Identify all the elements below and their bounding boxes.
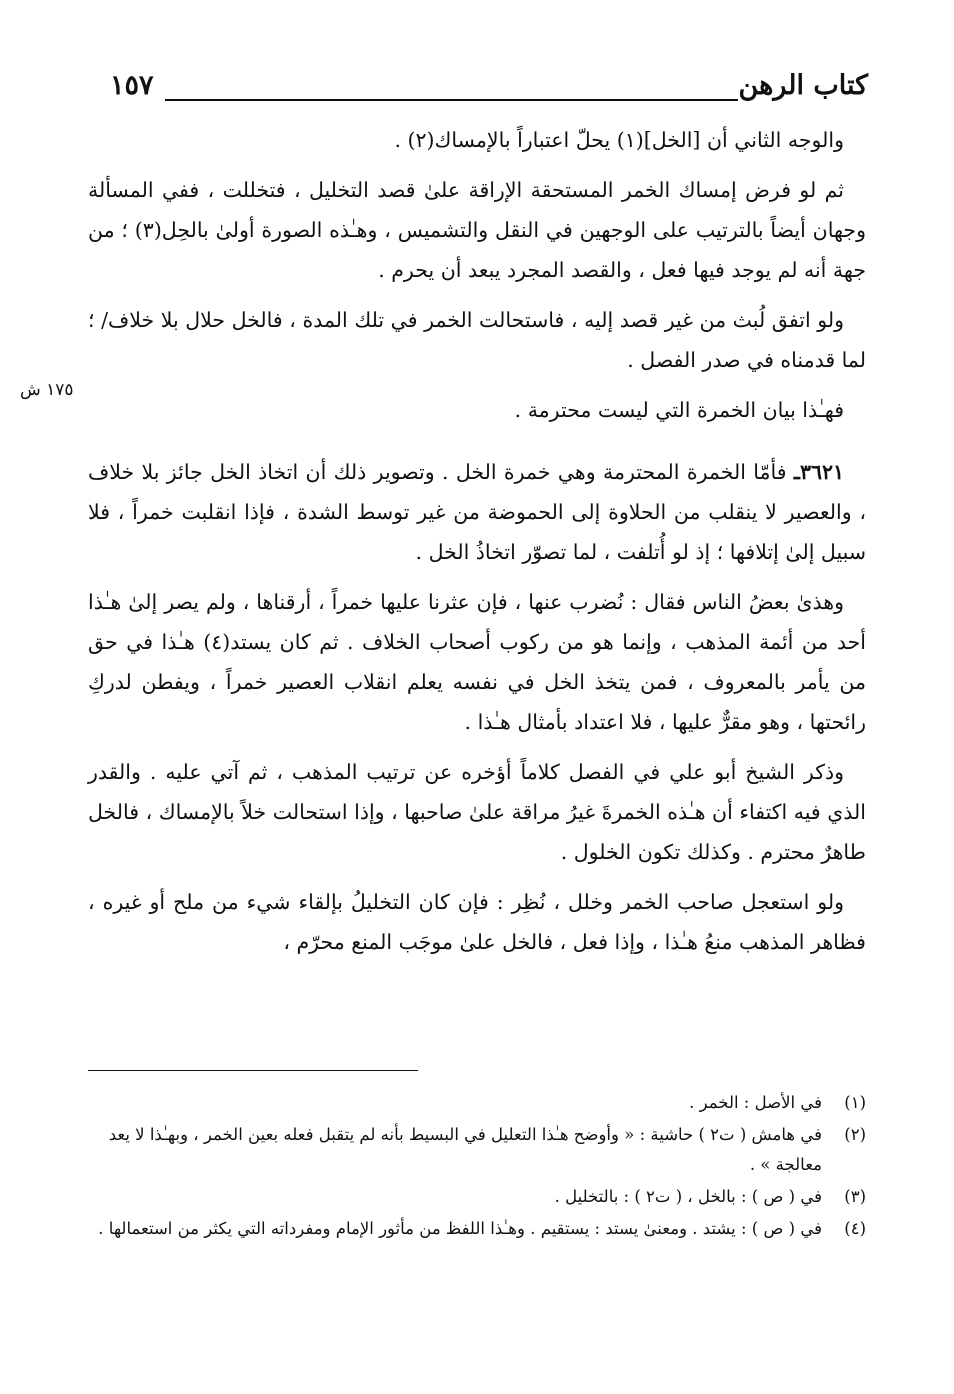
paragraph: وهذىٰ بعضُ الناس فقال : نُضرب عنها ، فإن عثرنا عليها خمراً ، أرقناها ، ولم يصر إلىٰ هـٰذا أحد من أئمة المذهب ، وإنما هو من ركوب أصحاب الخلاف . ثم كان يستد(٤) هـٰذا في حق من يأمر بالمعروف ، فمن يتخذ الخل في نفسه يعلم انقلاب العصير خمراً ، ويفطن لدركِ رائحتها ، وهو مقرٌّ عليها ، فلا اعتداد بأمثال هـٰذا . xyxy=(88,590,866,734)
footnote-number: (١) xyxy=(844,1093,866,1112)
footnote-text: في هامش ( ت٢ ) حاشية : « وأوضح هـٰذا التعليل في البسيط بأنه لم يتقبل فعله بعين الخمر ، وبهـٰذا لا يعد معالجة » . xyxy=(108,1125,822,1174)
numbered-paragraph xyxy=(88,452,866,572)
footnote xyxy=(86,1182,866,1212)
footnote-text: في ( ص ) : يشتد . ومعنىٰ يستد : يستقيم . وهـٰذا اللفظ من مأثور الإمام ومفرداته التي يكثر من استعمالها . xyxy=(98,1219,822,1238)
paragraph-text: فأمّا الخمرة المحترمة وهي خمرة الخل . وتصوير ذلك أن اتخاذ الخل جائز بلا خلاف ، والعصير لا ينقلب من الحلاوة إلى الحموضة من غير توسط الشدة ، فإذا انقلبت خمراً ، فلا سبيل إلىٰ إتلافها ؛ إذ لو أُتلفت ، لما تصوّر اتخاذُ الخل . xyxy=(88,460,866,564)
paragraph: ولو اتفق لُبث من غير قصد إليه ، فاستحالت الخمر في تلك المدة ، فالخل حلال بلا خلاف/ ؛ لما قدمناه في صدر الفصل . xyxy=(88,308,866,372)
footnote xyxy=(86,1088,866,1118)
running-title: كتاب الرهن xyxy=(738,70,868,101)
paragraph: ثم لو فرض إمساك الخمر المستحقة الإراقة علىٰ قصد التخليل ، فتخللت ، ففي المسألة وجهان أيضاً بالترتيب على الوجهين في النقل والتشميس ، وهـٰذه الصورة أولىٰ بالحِل(٣) ؛ من جهة أنه لم يوجد فيها فعل ، والقصد المجرد يبعد أن يحرم . xyxy=(88,178,866,282)
header-rule xyxy=(165,99,738,101)
footnote-text: في الأصل : الخمر . xyxy=(689,1093,822,1112)
page-header xyxy=(110,70,868,114)
footnote-number: (٢) xyxy=(844,1125,866,1144)
footnote xyxy=(86,1214,866,1244)
footnote-text: في ( ص ) : بالخل ، ( ت٢ ) : بالتخليل . xyxy=(554,1187,822,1206)
paragraph: ولو استعجل صاحب الخمر وخلل ، نُظِر : فإن كان التخليلُ بإلقاء شيء من ملح أو غيره ، فظاهر المذهب منعُ هـٰذا ، وإذا فعل ، فالخل علىٰ موجَب المنع محرّم ، xyxy=(88,890,866,954)
page-number: ١٥٧ xyxy=(110,70,154,101)
paragraph: فهـٰذا بيان الخمرة التي ليست محترمة . xyxy=(514,398,844,422)
paragraph: والوجه الثاني أن [الخل](١) يحلّ اعتباراً بالإمساك(٢) . xyxy=(394,128,844,152)
paragraph: وذكر الشيخ أبو علي في الفصل كلاماً أؤخره عن ترتيب المذهب ، ثم آتي عليه . والقدر الذي فيه اكتفاء أن هـٰذه الخمرةَ غيرُ مراقة علىٰ صاحبها ، وإذا استحالت خلاً بالإمساك ، فالخل طاهرٌ محترم . وكذلك تكون الخلول . xyxy=(88,760,866,864)
main-text xyxy=(88,120,866,972)
paragraph-number: ٣٦٢١ـ xyxy=(793,460,844,484)
footnote-number: (٤) xyxy=(844,1219,866,1238)
margin-folio-note: ١٧٥ ش xyxy=(20,380,74,400)
footnote-separator xyxy=(88,1070,418,1071)
footnotes xyxy=(86,1088,866,1246)
footnote-number: (٣) xyxy=(844,1187,866,1206)
footnote xyxy=(86,1120,866,1180)
